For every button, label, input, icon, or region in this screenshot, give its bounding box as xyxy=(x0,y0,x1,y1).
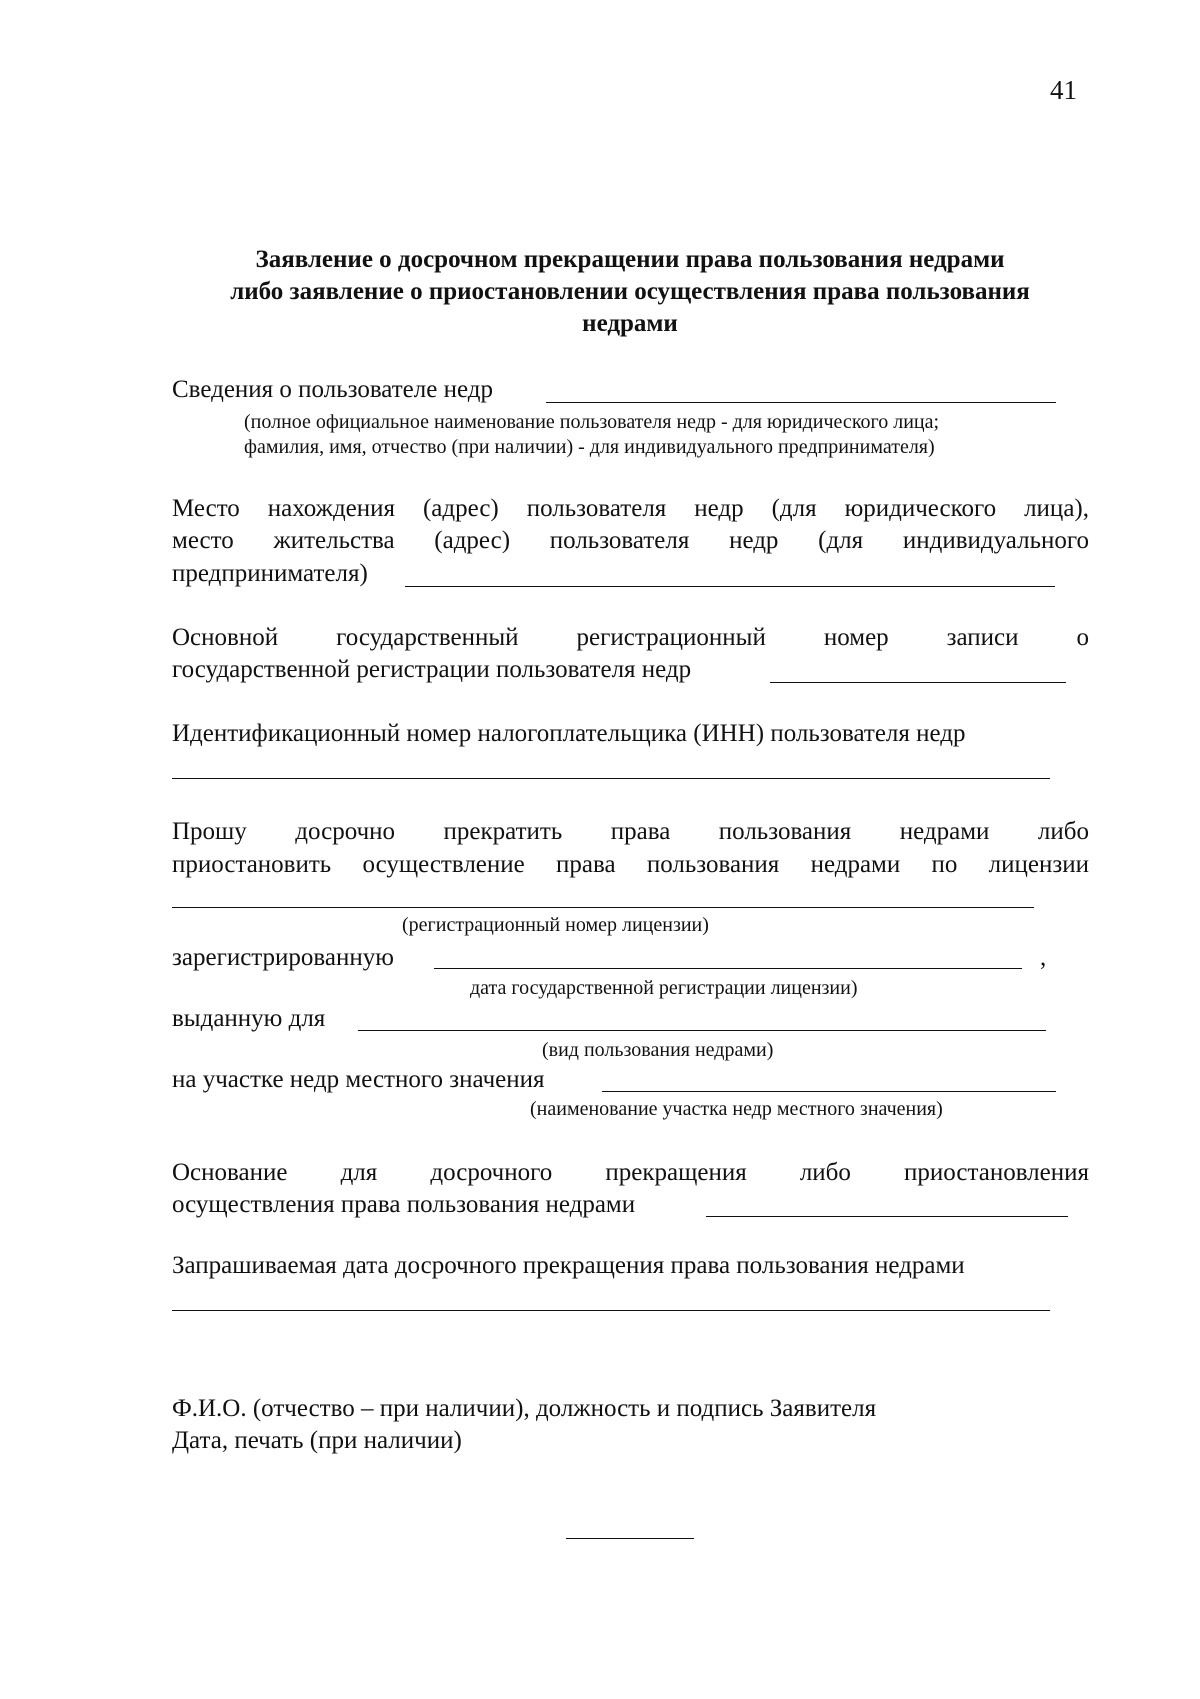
user-info-label: Сведения о пользователе недр xyxy=(172,376,493,403)
site-name-field[interactable] xyxy=(602,1091,1056,1092)
title-line-2: либо заявление о приостановлении осуществления права пользования xyxy=(230,278,1030,305)
requested-date-field[interactable] xyxy=(172,1310,1050,1311)
address-line-1: Место нахождения (адрес) пользователя недр (для юридического лица), xyxy=(172,495,1089,522)
license-number-caption: (регистрационный номер лицензии) xyxy=(402,914,709,936)
document-title xyxy=(170,244,1090,340)
basis-line-1: Основание для досрочного прекращения либо приостановления xyxy=(172,1159,1089,1186)
ogrn-field[interactable] xyxy=(770,682,1066,683)
registered-comma: , xyxy=(1040,944,1047,971)
registration-date-field[interactable] xyxy=(434,968,1022,969)
address-line-3: предпринимателя) xyxy=(172,560,368,587)
license-number-field[interactable] xyxy=(172,907,1034,908)
title-line-1: Заявление о досрочном прекращении права пользования недрами xyxy=(255,246,1005,273)
signature-line-1: Ф.И.О. (отчество – при наличии), должность и подпись Заявителя xyxy=(172,1395,877,1422)
usage-type-field[interactable] xyxy=(358,1030,1046,1031)
address-line-2: место жительства (адрес) пользователя недр (для индивидуального xyxy=(172,527,1089,554)
inn-field[interactable] xyxy=(172,778,1050,779)
site-label: на участке недр местного значения xyxy=(172,1066,545,1093)
user-info-caption-1: (полное официальное наименование пользователя недр - для юридического лица; xyxy=(244,411,940,433)
user-info-field[interactable] xyxy=(546,402,1056,403)
title-line-3: недрами xyxy=(582,310,678,337)
address-field[interactable] xyxy=(405,586,1055,587)
registered-label: зарегистрированную xyxy=(172,944,394,971)
signature-line-2: Дата, печать (при наличии) xyxy=(172,1427,462,1454)
issued-label: выданную для xyxy=(172,1005,326,1032)
end-divider xyxy=(566,1538,694,1539)
request-line-2: приостановить осуществление права пользования недрами по лицензии xyxy=(172,851,1089,878)
registration-date-caption: дата государственной регистрации лицензии) xyxy=(470,977,858,999)
ogrn-line-2: государственной регистрации пользователя недр xyxy=(172,656,692,683)
user-info-caption-2: фамилия, имя, отчество (при наличии) - для индивидуального предпринимателя) xyxy=(244,436,935,458)
basis-field[interactable] xyxy=(706,1216,1068,1217)
requested-date-label: Запрашиваемая дата досрочного прекращения права пользования недрами xyxy=(172,1252,965,1279)
ogrn-line-1: Основной государственный регистрационный номер записи о xyxy=(172,624,1089,651)
inn-label: Идентификационный номер налогоплательщика (ИНН) пользователя недр xyxy=(172,720,966,747)
basis-line-2: осуществления права пользования недрами xyxy=(172,1191,636,1218)
page-number: 41 xyxy=(1050,75,1077,105)
request-line-1: Прошу досрочно прекратить права пользования недрами либо xyxy=(172,818,1089,845)
usage-type-caption: (вид пользования недрами) xyxy=(542,1039,774,1061)
site-name-caption: (наименование участка недр местного значения) xyxy=(530,1098,943,1120)
